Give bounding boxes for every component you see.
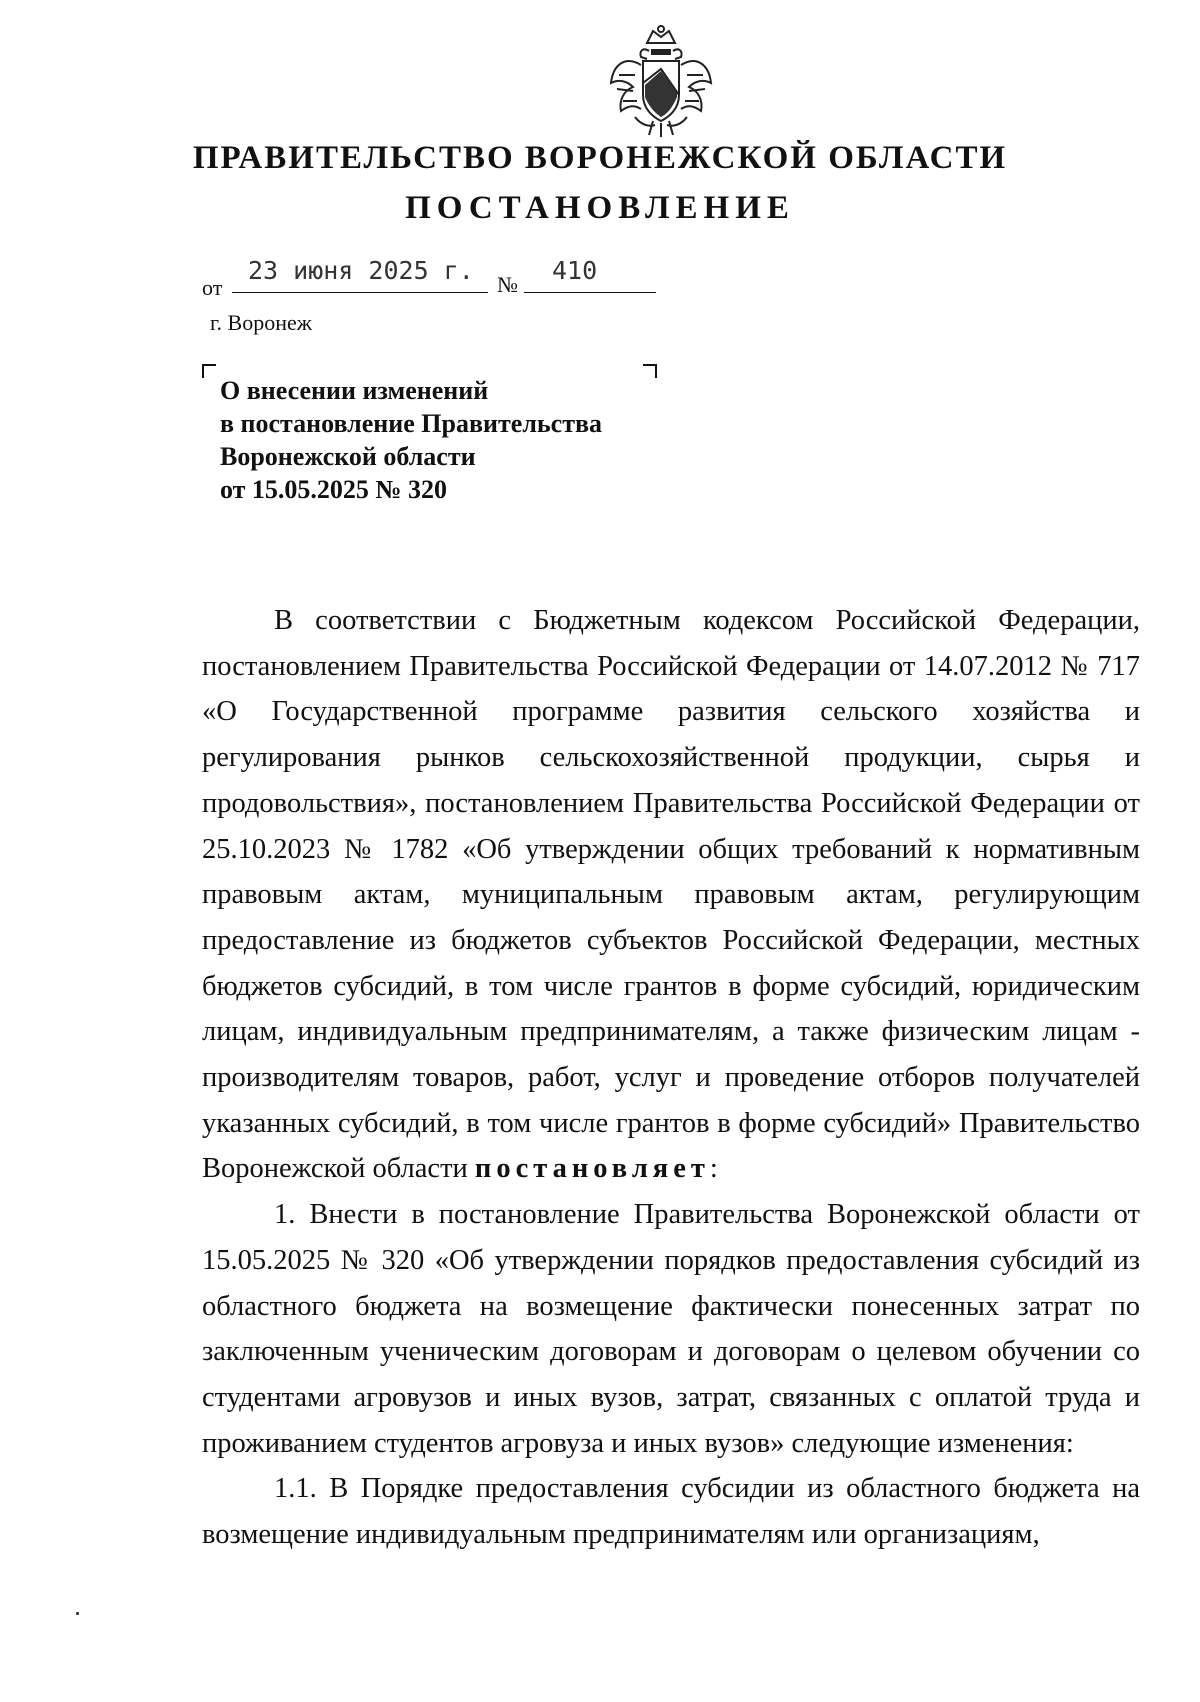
city-label: г. Воронеж <box>210 310 312 335</box>
government-title: ПРАВИТЕЛЬСТВО ВОРОНЕЖСКОЙ ОБЛАСТИ <box>192 140 1008 176</box>
number-underline <box>524 292 656 293</box>
preamble-paragraph <box>202 598 1140 1192</box>
document-subject <box>220 374 680 506</box>
scan-speck <box>76 1612 79 1615</box>
document-date: 23 июня 2025 г. <box>248 256 474 285</box>
document-type: ПОСТАНОВЛЕНИЕ <box>405 190 795 226</box>
date-underline <box>232 292 488 293</box>
item-1-1-paragraph: 1.1. В Порядке предоставления субсидии из областного бюджета на возмещение индивидуальным предпринимателям или организациям, <box>202 1473 1140 1551</box>
coat-of-arms-icon <box>605 25 717 140</box>
number-label: № <box>497 272 518 297</box>
date-prefix-label: от <box>202 275 223 300</box>
preamble-text: В соответствии с Бюджетным кодексом Российской Федерации, постановлением Правительства Российской Федерации от 14.07.2012 № 717 «О Государственной программе развития сельского хозяйства и регулирования рынков сельскохозяйственной продукции, сырья и продовольствия», постановлением Правительства Российской Федерации от 25.10.2023 № 1782 «Об утверждении общих требований к нормативным правовым актам, муниципальным правовым актам, регулирующим предоставление из бюджетов субъектов Российской Федерации, местных бюджетов субсидий, в том числе грантов в форме субсидий, юридическим лицам, индивидуальным предпринимателям, а также физическим лицам - производителям товаров, работ, услуг и проведение отборов получателей указанных субсидий, в том числе грантов в форме субсидий» Правительство Воронежской области <box>202 605 1140 1185</box>
subject-line: Воронежской области <box>220 442 476 471</box>
subject-corner-left <box>202 364 216 378</box>
subject-line: в постановление Правительства <box>220 409 603 438</box>
document-number: 410 <box>552 256 598 285</box>
decree-word: постановляет <box>474 1153 710 1185</box>
item-1-paragraph: 1. Внести в постановление Правительства Воронежской области от 15.05.2025 № 320 «Об утверждении порядков предоставления субсидий из областного бюджета на возмещение фактически понесенных затрат по заключенным ученическим договорам и договорам о целевом обучении со студентами агровузов и иных вузов, затрат, связанных с оплатой труда и проживанием студентов агровуза и иных вузов» следующие изменения: <box>202 1199 1140 1459</box>
subject-line: О внесении изменений <box>220 376 489 405</box>
preamble-colon: : <box>709 1153 718 1185</box>
subject-line: от 15.05.2025 № 320 <box>220 475 448 504</box>
document-body <box>202 598 1140 1558</box>
